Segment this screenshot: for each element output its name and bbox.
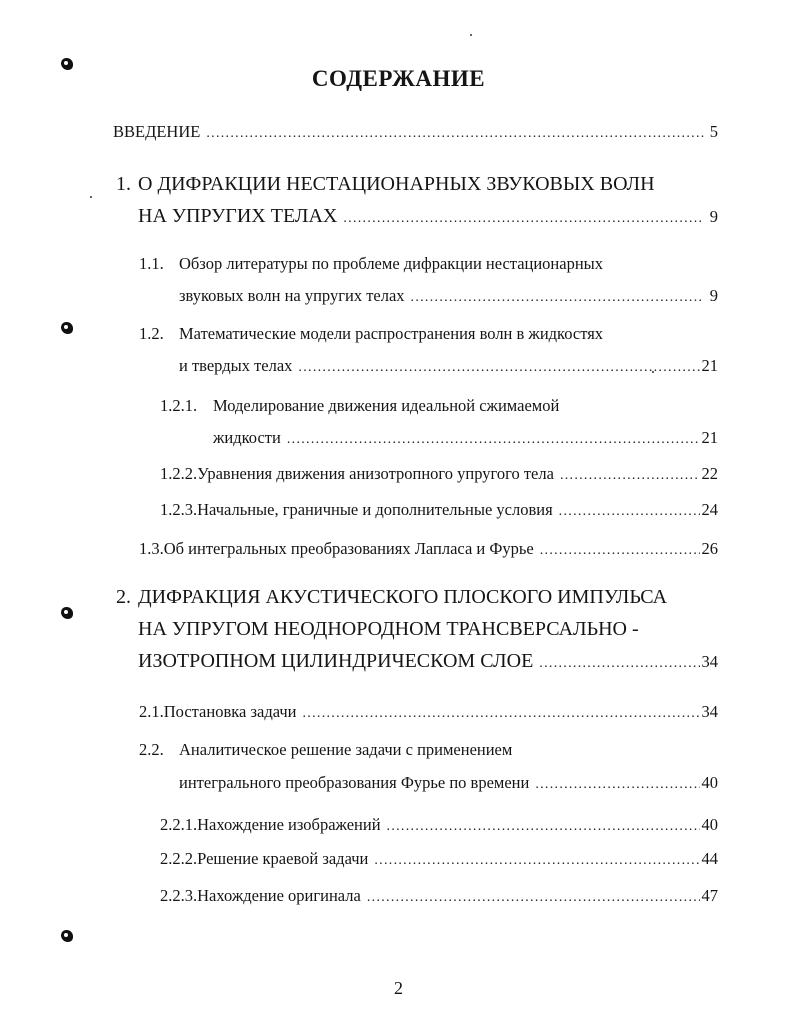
binder-hole-mark-icon xyxy=(61,322,73,334)
toc-entry-chapter-1-cont xyxy=(138,206,718,226)
toc-entry-title: Нахождение оригинала xyxy=(197,886,361,905)
toc-leader-dots xyxy=(343,212,704,226)
toc-entry-title: Начальные, граничные и дополнительные условия xyxy=(197,500,553,519)
toc-entry-title-cont: НА УПРУГОМ НЕОДНОРОДНОМ ТРАНСВЕРСАЛЬНО - xyxy=(138,618,639,640)
toc-entry-title-cont: звуковых волн на упругих телах xyxy=(179,286,405,305)
page-number: 2 xyxy=(394,978,403,998)
toc-entry-title-cont: жидкости xyxy=(213,428,281,447)
toc-entry-number: 1.1. xyxy=(139,254,164,273)
toc-entry-title: Уравнения движения анизотропного упругого тела xyxy=(197,464,554,483)
toc-page-number: 44 xyxy=(701,849,718,868)
toc-entry-1-2 xyxy=(139,326,603,343)
toc-entry-2-2 xyxy=(139,742,512,759)
toc-leader-dots xyxy=(287,433,700,447)
toc-leader-dots xyxy=(303,707,700,721)
toc-entry-number: 2.2.3. xyxy=(160,886,198,905)
binder-hole-mark-icon xyxy=(61,930,73,942)
toc-entry-2-1 xyxy=(139,704,718,721)
toc-entry-title: О ДИФРАКЦИИ НЕСТАЦИОНАРНЫХ ЗВУКОВЫХ ВОЛН xyxy=(138,173,655,195)
toc-page-number: 34 xyxy=(701,702,718,721)
toc-entry-introduction xyxy=(113,124,718,141)
toc-entry-1-2-2 xyxy=(160,466,718,483)
toc-page-number: 24 xyxy=(701,500,718,519)
toc-entry-title: Аналитическое решение задачи с применением xyxy=(179,740,513,759)
toc-leader-dots xyxy=(387,820,700,834)
toc-entry-1-2-1 xyxy=(160,398,559,415)
toc-entry-number: 1.2.2. xyxy=(160,464,198,483)
toc-entry-title-cont: и твердых телах xyxy=(179,356,293,375)
toc-page-number: 21 xyxy=(701,356,718,375)
toc-entry-title: Постановка задачи xyxy=(163,702,297,721)
toc-entry-title: Нахождение изображений xyxy=(197,815,381,834)
toc-leader-dots xyxy=(539,657,699,671)
scan-speck xyxy=(470,34,472,36)
toc-entry-number: 1.2.3. xyxy=(160,500,198,519)
toc-leader-dots xyxy=(206,127,704,141)
toc-entry-1-2-3 xyxy=(160,502,718,519)
toc-entry-title: ДИФРАКЦИЯ АКУСТИЧЕСКОГО ПЛОСКОГО ИМПУЛЬСА xyxy=(138,586,668,608)
toc-entry-title-cont: ИЗОТРОПНОМ ЦИЛИНДРИЧЕСКОМ СЛОЕ xyxy=(138,650,534,672)
toc-entry-1-2-1-cont xyxy=(213,430,718,447)
toc-entry-title-cont: НА УПРУГИХ ТЕЛАХ xyxy=(138,205,338,227)
toc-leader-dots xyxy=(367,891,700,905)
toc-page-number: 34 xyxy=(701,652,718,671)
toc-entry-chapter-1 xyxy=(116,174,655,194)
toc-page-number: 9 xyxy=(709,286,718,305)
toc-entry-number: 2.2.2. xyxy=(160,849,198,868)
toc-entry-chapter-2-cont xyxy=(138,619,639,639)
toc-page-number: 47 xyxy=(701,886,718,905)
toc-entry-number: 2.2.1. xyxy=(160,815,198,834)
toc-page-number: 21 xyxy=(701,428,718,447)
toc-entry-2-2-2 xyxy=(160,851,718,868)
toc-entry-2-2-cont xyxy=(179,775,718,792)
toc-entry-number: 1.2. xyxy=(139,324,164,343)
toc-page-number: 5 xyxy=(709,122,718,141)
toc-entry-2-2-1 xyxy=(160,817,718,834)
toc-entry-title: Решение краевой задачи xyxy=(197,849,369,868)
toc-leader-dots xyxy=(411,291,704,305)
toc-page-number: 9 xyxy=(709,207,718,226)
toc-leader-dots xyxy=(298,361,699,375)
toc-entry-number: 1.2.1. xyxy=(160,396,198,415)
toc-entry-1-3 xyxy=(139,541,718,558)
page-title: СОДЕРЖАНИЕ xyxy=(311,66,486,91)
toc-entry-1-2-cont xyxy=(179,358,718,375)
toc-leader-dots xyxy=(559,505,700,519)
toc-entry-title: Обзор литературы по проблеме дифракции нестационарных xyxy=(179,254,603,273)
toc-entry-title-cont: интегрального преобразования Фурье по времени xyxy=(179,773,530,792)
toc-page-number: 40 xyxy=(701,773,718,792)
toc-entry-number: 2.1. xyxy=(139,702,164,721)
toc-entry-title: ВВЕДЕНИЕ xyxy=(113,122,201,141)
toc-page-number: 40 xyxy=(701,815,718,834)
toc-leader-dots xyxy=(540,544,700,558)
toc-entry-number: 1. xyxy=(116,173,131,195)
binder-hole-mark-icon xyxy=(61,607,73,619)
toc-leader-dots xyxy=(535,778,699,792)
toc-entry-number: 1.3. xyxy=(139,539,164,558)
toc-entry-chapter-2-cont2 xyxy=(138,651,718,671)
toc-entry-title: Об интегральных преобразованиях Лапласа и Фурье xyxy=(163,539,534,558)
toc-entry-title: Моделирование движения идеальной сжимаемой xyxy=(213,396,560,415)
toc-entry-1-1 xyxy=(139,256,603,273)
toc-entry-number: 2.2. xyxy=(139,740,164,759)
toc-entry-number: 2. xyxy=(116,586,131,608)
toc-entry-2-2-3 xyxy=(160,888,718,905)
toc-entry-chapter-2 xyxy=(116,587,667,607)
toc-entry-title: Математические модели распространения волн в жидкостях xyxy=(179,324,604,343)
toc-page-number: 26 xyxy=(701,539,718,558)
scan-speck xyxy=(90,196,92,198)
toc-entry-1-1-cont xyxy=(179,288,718,305)
toc-leader-dots xyxy=(374,854,699,868)
toc-page-number: 22 xyxy=(701,464,718,483)
toc-leader-dots xyxy=(560,469,700,483)
